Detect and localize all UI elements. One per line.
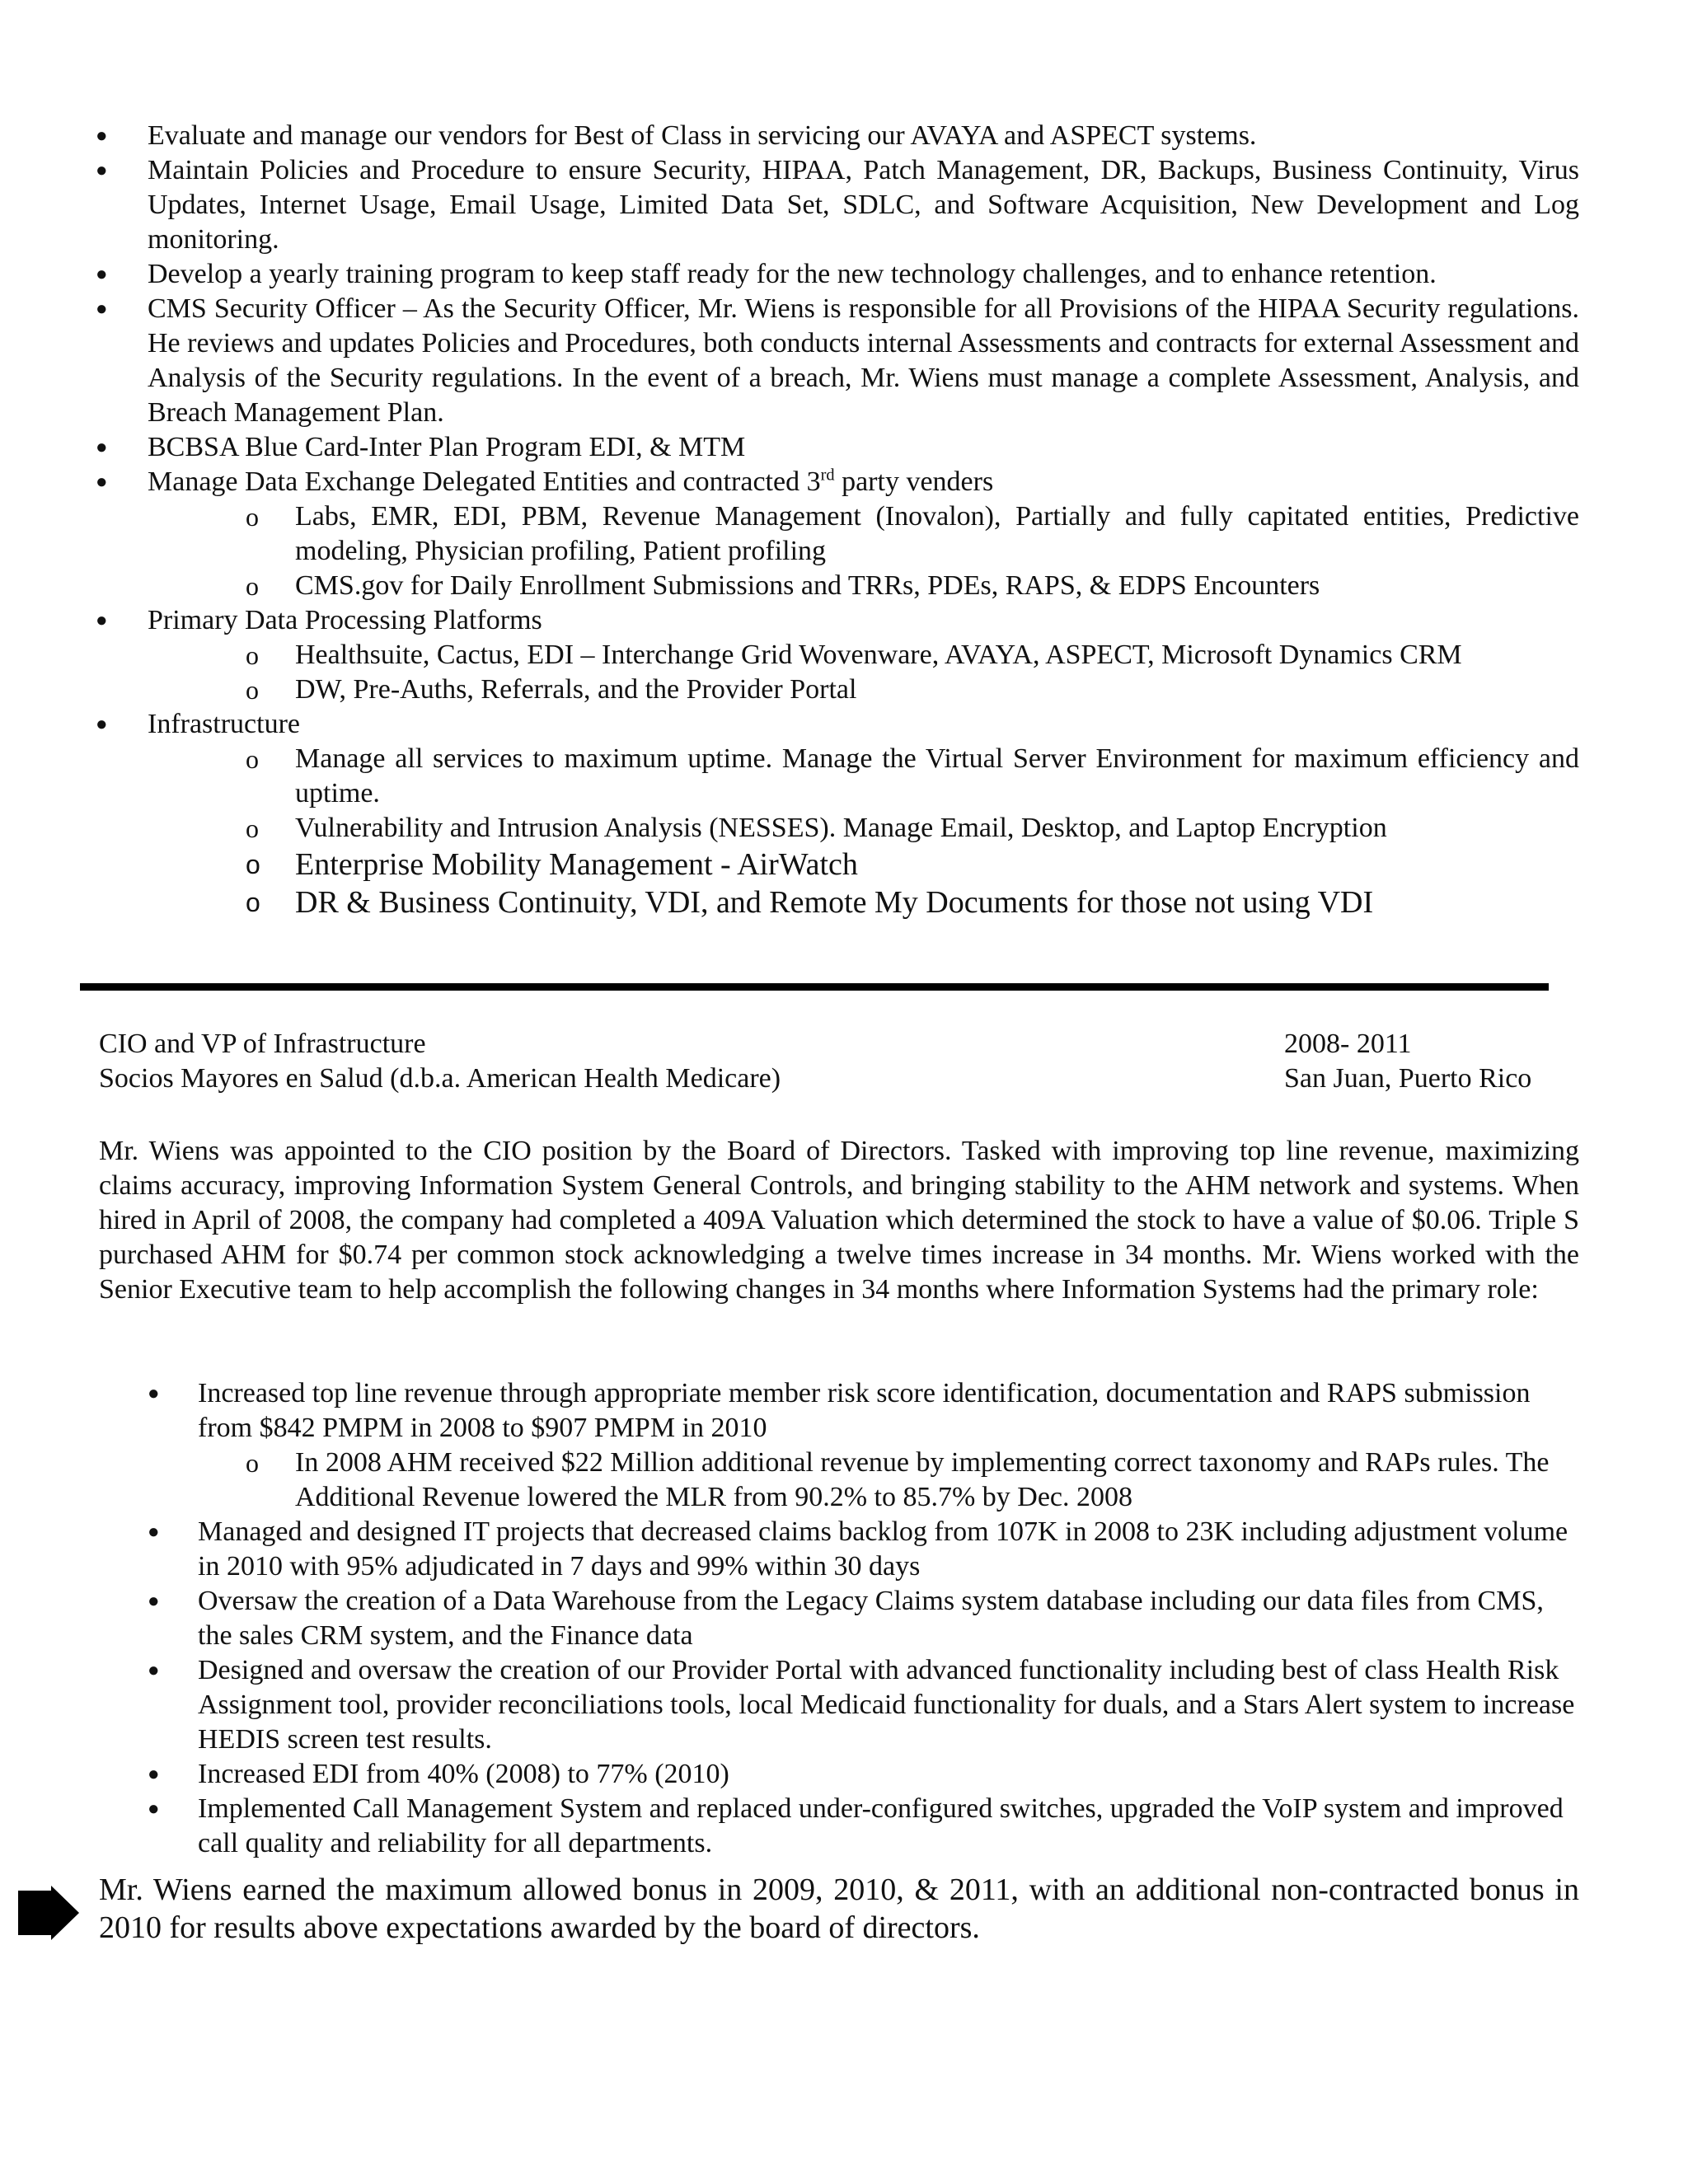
list-item-text: Develop a yearly training program to keep staff ready for the new technology challenges, and to enhance retention. — [148, 259, 1437, 289]
sub-list-item — [0, 499, 1688, 569]
list-item — [0, 119, 1688, 153]
job-title: CIO and VP of Infrastructure — [99, 1029, 426, 1059]
circle-bullet-icon: o — [246, 850, 260, 879]
list-item-text: Increased EDI from 40% (2008) to 77% (2010) — [198, 1759, 729, 1789]
job-location: San Juan, Puerto Rico — [1284, 1063, 1532, 1094]
bullet-icon: ● — [148, 1521, 160, 1543]
list-item — [0, 430, 1688, 465]
list-item — [0, 257, 1688, 292]
list-item — [0, 465, 1688, 499]
list-item — [0, 1376, 1688, 1446]
sub-list-item-text: DR & Business Continuity, VDI, and Remote My Documents for those not using VDI — [295, 885, 1374, 920]
sub-list-item-text: CMS.gov for Daily Enrollment Submissions and TRRs, PDEs, RAPS, & EDPS Encounters — [295, 570, 1320, 601]
list-item — [0, 1584, 1688, 1653]
bullet-icon: ● — [148, 1383, 160, 1404]
arrow-right-icon — [18, 1886, 79, 1940]
bullet-icon: ● — [96, 471, 108, 493]
list-item — [0, 707, 1688, 742]
sub-list-item-text: Manage all services to maximum uptime. Manage the Virtual Server Environment for maximum efficiency and uptime. — [295, 743, 1579, 808]
list-item-text: Primary Data Processing Platforms — [148, 605, 542, 635]
sub-list-item — [0, 673, 1688, 707]
list-item-text — [148, 465, 1579, 499]
bullet-icon: ● — [96, 160, 108, 181]
list-item — [0, 603, 1688, 638]
ordinal-suffix: rd — [820, 466, 835, 485]
bonus-statement: Mr. Wiens earned the maximum allowed bonus in 2009, 2010, & 2011, with an additional non-contracted bonus in 2010 for results above expectations awarded by the board of directors. — [99, 1872, 1579, 1945]
sub-list-item — [0, 569, 1688, 603]
sub-list-item-text: Vulnerability and Intrusion Analysis (NESSES). Manage Email, Desktop, and Laptop Encryption — [295, 813, 1387, 843]
job-summary-paragraph: Mr. Wiens was appointed to the CIO position by the Board of Directors. Tasked with improving top line revenue, maximizing claims accuracy, improving Information System General Controls, and bringing stability to the AHM network and systems. When hired in April of 2008, the company had completed a 409A Valuation which determined the stock to have a value of $0.06. Triple S purchased AHM for $0.74 per common stock acknowledging a twelve times increase in 34 months. Mr. Wiens worked with the Senior Executive team to help accomplish the following changes in 34 months where Information Systems had the primary role: — [99, 1136, 1579, 1305]
bullet-icon: ● — [96, 125, 108, 147]
list-item-text: Increased top line revenue through appropriate member risk score identification, documentation and RAPS submission from $842 PMPM in 2008 to $907 PMPM in 2010 — [198, 1378, 1531, 1443]
circle-bullet-icon: o — [246, 813, 259, 843]
list-item-text: Implemented Call Management System and replaced under-configured switches, upgraded the VoIP system and improved call quality and reliability for all departments. — [198, 1793, 1564, 1858]
company-name: Socios Mayores en Salud (d.b.a. American Health Medicare) — [99, 1063, 781, 1094]
list-item — [0, 1757, 1688, 1792]
sub-list-item — [0, 742, 1688, 811]
bullet-icon: ● — [96, 264, 108, 285]
list-item-text: Managed and designed IT projects that decreased claims backlog from 107K in 2008 to 23K including adjustment volume in 2010 with 95% adjudicated in 7 days and 99% within 30 days — [198, 1516, 1568, 1582]
section-divider — [80, 983, 1549, 991]
list-item-text: Evaluate and manage our vendors for Best of Class in servicing our AVAYA and ASPECT systems. — [148, 120, 1257, 151]
list-item-text: Infrastructure — [148, 709, 301, 739]
job-company-row — [99, 1062, 1550, 1096]
sub-list-item — [0, 1446, 1688, 1515]
bullet-icon: ● — [148, 1660, 160, 1681]
list-item — [0, 1653, 1688, 1757]
bullet-icon: ● — [148, 1591, 160, 1612]
text-part: party venders — [834, 466, 994, 497]
bullet-icon: ● — [96, 437, 108, 458]
sub-list-item-text: DW, Pre-Auths, Referrals, and the Provider Portal — [295, 674, 857, 705]
list-item-text: Oversaw the creation of a Data Warehouse from the Legacy Claims system database including our data files from CMS, the sales CRM system, and the Finance data — [198, 1586, 1544, 1651]
bullet-icon: ● — [148, 1798, 160, 1820]
list-item-text: Designed and oversaw the creation of our Provider Portal with advanced functionality including best of class Health Risk Assignment tool, provider reconciliations tools, local Medicaid functionality for duals, and a Stars Alert system to increase HEDIS screen test results. — [198, 1655, 1575, 1755]
list-item-text: BCBSA Blue Card-Inter Plan Program EDI, & MTM — [148, 432, 746, 462]
sub-list-item-text: Enterprise Mobility Management - AirWatch — [295, 847, 858, 882]
sub-list-item — [0, 638, 1688, 673]
list-item — [0, 292, 1688, 430]
sub-list-item-text: Labs, EMR, EDI, PBM, Revenue Management (Inovalon), Partially and fully capitated entities, Predictive modeling, Physician profiling, Patient profiling — [295, 501, 1579, 566]
bullet-icon: ● — [148, 1764, 160, 1785]
circle-bullet-icon: o — [246, 640, 259, 670]
sub-list-item — [0, 846, 1688, 883]
text-part: Manage Data Exchange Delegated Entities and contracted 3 — [148, 466, 821, 497]
sub-list-item-text: Healthsuite, Cactus, EDI – Interchange Grid Wovenware, AVAYA, ASPECT, Microsoft Dynamics CRM — [295, 640, 1462, 670]
list-item — [0, 1515, 1688, 1584]
list-item-text: CMS Security Officer – As the Security Officer, Mr. Wiens is responsible for all Provisions of the HIPAA Security regulations. He reviews and updates Policies and Procedures, both conducts internal Assessments and contracts for external Assessment and Analysis of the Security regulations. In the event of a breach, Mr. Wiens must manage a complete Assessment, Analysis, and Breach Management Plan. — [148, 293, 1579, 428]
list-item-text: Maintain Policies and Procedure to ensure Security, HIPAA, Patch Management, DR, Backups, Business Continuity, Virus Updates, Internet Usage, Email Usage, Limited Data Set, SDLC, and Software Acquisition, New Development and Log monitoring. — [148, 155, 1579, 255]
bullet-icon: ● — [96, 610, 108, 631]
circle-bullet-icon: o — [246, 888, 260, 917]
job-title-row — [99, 1027, 1550, 1062]
list-item — [0, 1792, 1688, 1861]
sub-list-item — [0, 811, 1688, 846]
sub-list-item — [0, 883, 1688, 921]
circle-bullet-icon: o — [246, 571, 259, 601]
circle-bullet-icon: o — [246, 675, 259, 705]
bullet-icon: ● — [96, 298, 108, 320]
responsibilities-list — [0, 119, 1688, 921]
list-item — [0, 153, 1688, 257]
circle-bullet-icon: o — [246, 744, 259, 774]
circle-bullet-icon: o — [246, 502, 259, 532]
circle-bullet-icon: o — [246, 1448, 259, 1478]
job-dates: 2008- 2011 — [1284, 1029, 1412, 1059]
achievements-list — [0, 1376, 1688, 1861]
bullet-icon: ● — [96, 714, 108, 735]
sub-list-item-text: In 2008 AHM received $22 Million additional revenue by implementing correct taxonomy and RAPs rules. The Additional Revenue lowered the MLR from 90.2% to 85.7% by Dec. 2008 — [295, 1447, 1550, 1512]
